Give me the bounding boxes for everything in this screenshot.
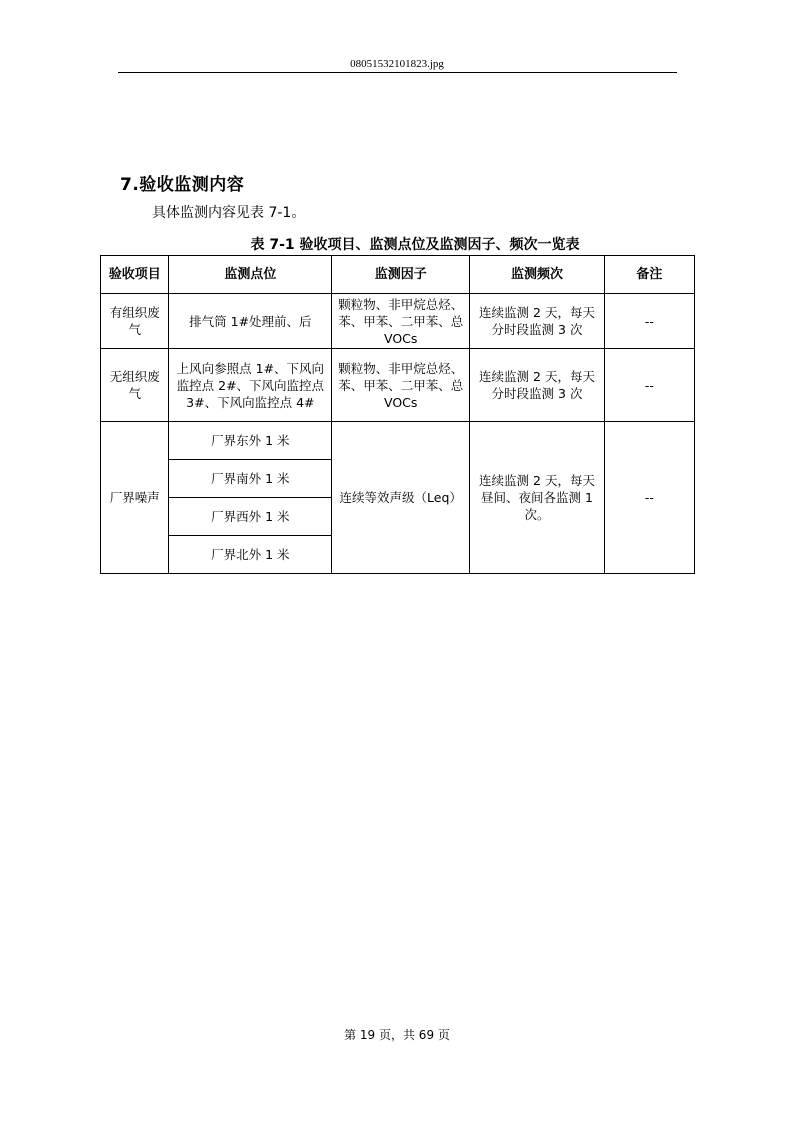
cell-item: 无组织废气	[101, 349, 169, 422]
table-row	[101, 422, 695, 460]
cell-frequency: 连续监测 2 天，每天分时段监测 3 次	[470, 294, 605, 349]
cell-point: 厂界北外 1 米	[169, 536, 332, 574]
cell-frequency: 连续监测 2 天，每天分时段监测 3 次	[470, 349, 605, 422]
cell-item: 厂界噪声	[101, 422, 169, 574]
section-title: 7.验收监测内容	[120, 175, 245, 195]
table-caption: 表 7-1 验收项目、监测点位及监测因子、频次一览表	[250, 237, 580, 253]
header-cell-item: 验收项目	[101, 256, 169, 294]
header-cell-factor: 监测因子	[332, 256, 470, 294]
cell-point: 厂界东外 1 米	[169, 422, 332, 460]
cell-point: 上风向参照点 1#、下风向监控点 2#、下风向监控点 3#、下风向监控点 4#	[169, 349, 332, 422]
cell-point: 厂界西外 1 米	[169, 498, 332, 536]
table-row	[101, 294, 695, 349]
monitoring-table	[100, 255, 695, 574]
cell-item: 有组织废气	[101, 294, 169, 349]
cell-remark: --	[604, 294, 694, 349]
cell-point: 厂界南外 1 米	[169, 460, 332, 498]
cell-remark: --	[604, 422, 694, 574]
header-filename: 08051532101823.jpg	[350, 58, 444, 70]
cell-factor: 颗粒物、非甲烷总烃、苯、甲苯、二甲苯、总 VOCs	[332, 349, 470, 422]
cell-factor: 颗粒物、非甲烷总烃、苯、甲苯、二甲苯、总 VOCs	[332, 294, 470, 349]
cell-factor: 连续等效声级（Leq）	[332, 422, 470, 574]
cell-frequency: 连续监测 2 天，每天昼间、夜间各监测 1 次。	[470, 422, 605, 574]
header-cell-frequency: 监测频次	[470, 256, 605, 294]
cell-point: 排气筒 1#处理前、后	[169, 294, 332, 349]
table-row	[101, 349, 695, 422]
header-divider	[118, 72, 677, 73]
table-header-row	[101, 256, 695, 294]
page-number: 第 19 页，共 69 页	[344, 1028, 450, 1042]
cell-remark: --	[604, 349, 694, 422]
header-cell-remark: 备注	[604, 256, 694, 294]
intro-text: 具体监测内容见表 7-1。	[152, 205, 306, 221]
header-cell-point: 监测点位	[169, 256, 332, 294]
